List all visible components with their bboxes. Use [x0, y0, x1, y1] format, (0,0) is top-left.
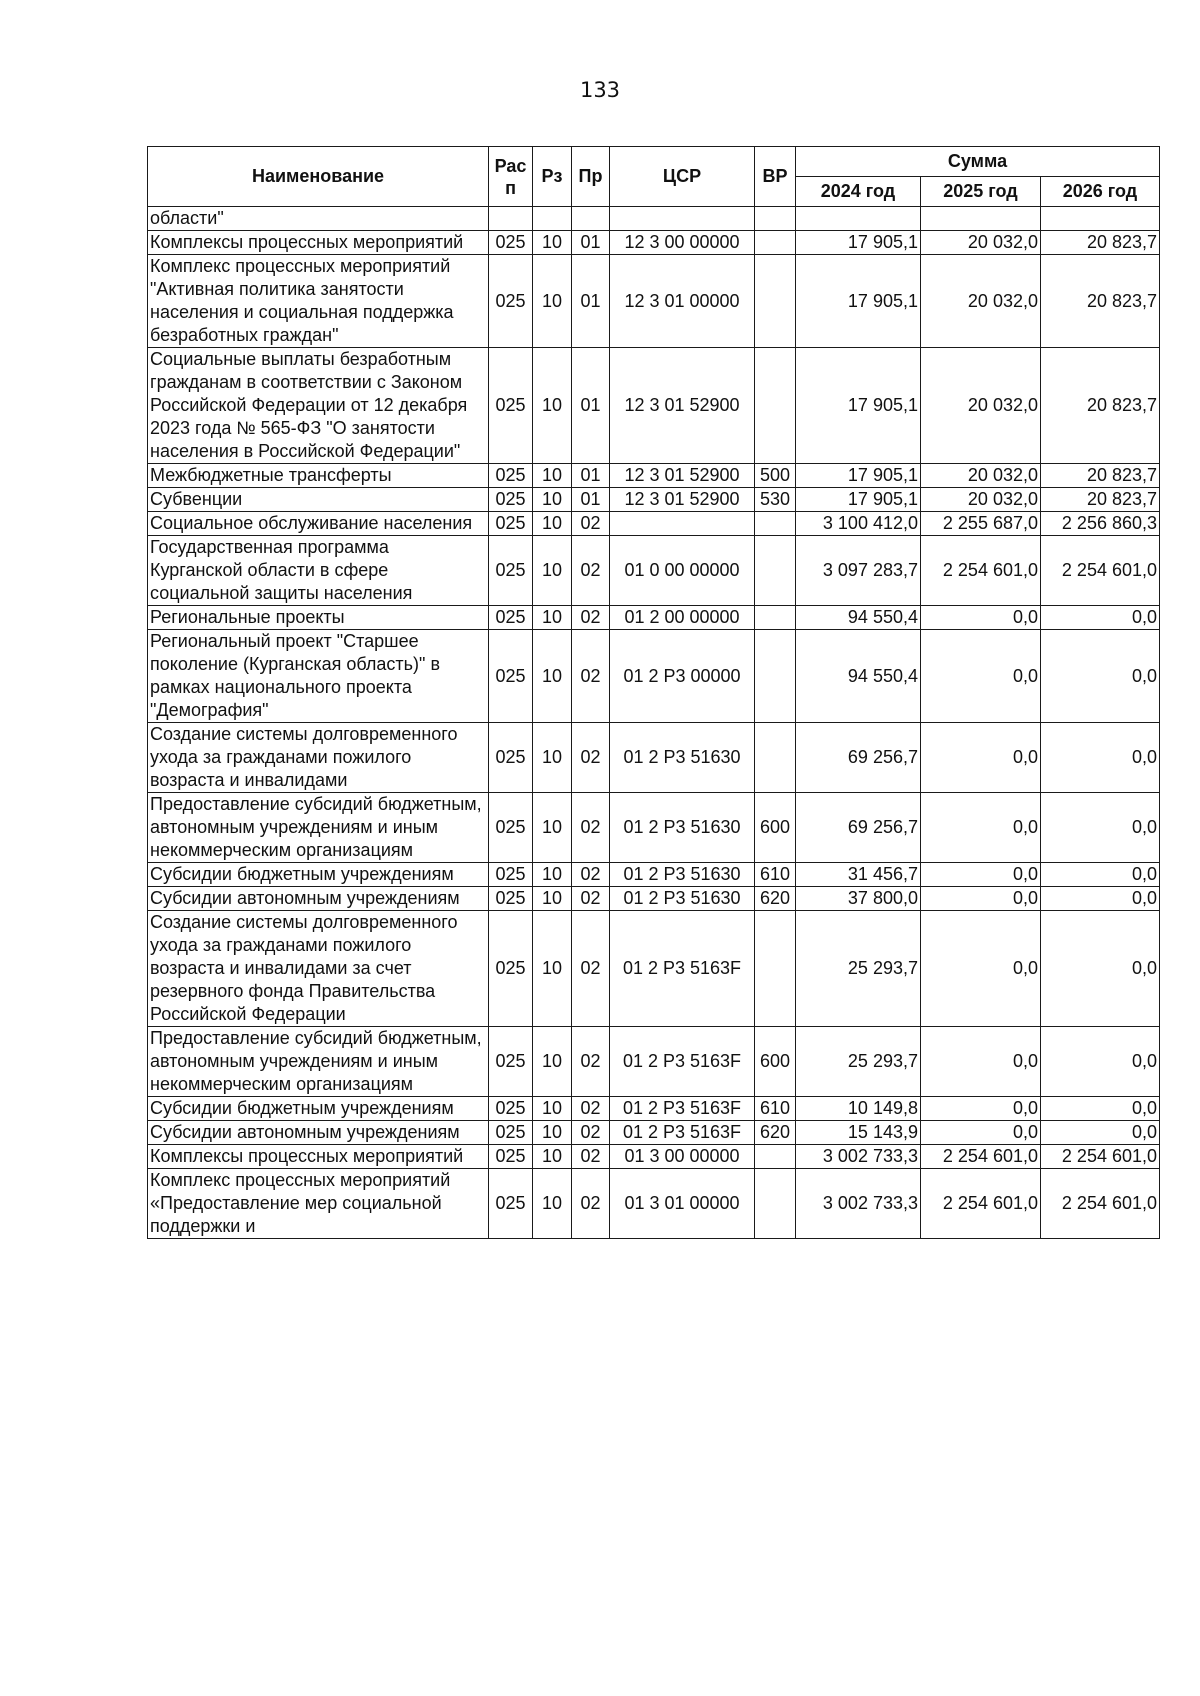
- row-csr: 01 2 Р3 5163F: [610, 1097, 755, 1121]
- row-name: Создание системы долговременного ухода за гражданами пожилого возраста и инвалидами: [148, 723, 489, 793]
- table-row: [148, 723, 1160, 793]
- row-name: Субсидии автономным учреждениям: [148, 1121, 489, 1145]
- row-sum-2024: 3 002 733,3: [796, 1145, 921, 1169]
- row-sum-2024: 17 905,1: [796, 231, 921, 255]
- row-rz: 10: [533, 512, 572, 536]
- header-rasp: [489, 147, 533, 207]
- row-csr: 01 2 Р3 51630: [610, 887, 755, 911]
- table-row: [148, 488, 1160, 512]
- row-name: Межбюджетные трансферты: [148, 464, 489, 488]
- row-sum-2025: 0,0: [921, 793, 1041, 863]
- row-pr: 02: [572, 606, 610, 630]
- row-vr: [755, 348, 796, 464]
- table-header: [148, 147, 1160, 207]
- row-name: Субвенции: [148, 488, 489, 512]
- header-rasp-line1: Рас: [494, 155, 527, 176]
- header-vr: ВР: [755, 147, 796, 207]
- row-pr: 01: [572, 348, 610, 464]
- row-csr: 01 3 01 00000: [610, 1169, 755, 1239]
- table-row: [148, 911, 1160, 1027]
- row-rz: 10: [533, 606, 572, 630]
- row-name: Предоставление субсидий бюджетным, автономным учреждениям и иным некоммерческим организациям: [148, 1027, 489, 1097]
- row-rz: 10: [533, 863, 572, 887]
- row-rz: 10: [533, 1145, 572, 1169]
- row-rz: [533, 207, 572, 231]
- row-sum-2024: 69 256,7: [796, 723, 921, 793]
- row-rasp: 025: [489, 1145, 533, 1169]
- header-rz: Рз: [533, 147, 572, 207]
- header-year-2024: 2024 год: [796, 177, 921, 207]
- table-row: [148, 1097, 1160, 1121]
- header-rasp-line2: п: [505, 177, 516, 198]
- row-sum-2024: 17 905,1: [796, 255, 921, 348]
- row-sum-2025: 2 255 687,0: [921, 512, 1041, 536]
- row-vr: [755, 1145, 796, 1169]
- row-sum-2024: 10 149,8: [796, 1097, 921, 1121]
- row-pr: 02: [572, 630, 610, 723]
- row-rz: 10: [533, 348, 572, 464]
- table-row: [148, 606, 1160, 630]
- table-row: [148, 1121, 1160, 1145]
- header-summa: Сумма: [796, 147, 1160, 177]
- table-row: [148, 536, 1160, 606]
- row-sum-2025: 0,0: [921, 863, 1041, 887]
- row-pr: 02: [572, 793, 610, 863]
- table-row: [148, 255, 1160, 348]
- table-row: [148, 1169, 1160, 1239]
- row-vr: [755, 512, 796, 536]
- table-row: [148, 793, 1160, 863]
- row-vr: [755, 630, 796, 723]
- row-sum-2025: 0,0: [921, 630, 1041, 723]
- row-sum-2026: 0,0: [1041, 1027, 1160, 1097]
- row-rz: 10: [533, 488, 572, 512]
- row-name: Социальные выплаты безработным гражданам в соответствии с Законом Российской Федерации от 12 декабря 2023 года № 565-ФЗ "О занятости населения в Российской Федерации": [148, 348, 489, 464]
- row-vr: 600: [755, 1027, 796, 1097]
- row-csr: 01 3 00 00000: [610, 1145, 755, 1169]
- row-rasp: 025: [489, 630, 533, 723]
- row-sum-2025: 20 032,0: [921, 348, 1041, 464]
- row-csr: 12 3 01 52900: [610, 488, 755, 512]
- row-sum-2024: 37 800,0: [796, 887, 921, 911]
- row-name: Создание системы долговременного ухода за гражданами пожилого возраста и инвалидами за счет резервного фонда Правительства Российской Федерации: [148, 911, 489, 1027]
- row-sum-2024: 31 456,7: [796, 863, 921, 887]
- row-pr: 02: [572, 536, 610, 606]
- row-sum-2025: 2 254 601,0: [921, 536, 1041, 606]
- row-pr: 01: [572, 464, 610, 488]
- row-pr: 01: [572, 231, 610, 255]
- row-pr: 01: [572, 255, 610, 348]
- row-sum-2025: 0,0: [921, 911, 1041, 1027]
- table-body: [148, 207, 1160, 1239]
- row-pr: 02: [572, 863, 610, 887]
- row-sum-2024: [796, 207, 921, 231]
- row-sum-2026: [1041, 207, 1160, 231]
- row-csr: 12 3 01 00000: [610, 255, 755, 348]
- row-sum-2024: 25 293,7: [796, 1027, 921, 1097]
- row-vr: 600: [755, 793, 796, 863]
- row-name: Субсидии автономным учреждениям: [148, 887, 489, 911]
- row-name: Региональный проект "Старшее поколение (Курганская область)" в рамках национального проекта "Демография": [148, 630, 489, 723]
- row-rasp: 025: [489, 606, 533, 630]
- row-vr: 500: [755, 464, 796, 488]
- row-sum-2024: 3 100 412,0: [796, 512, 921, 536]
- header-pr: Пр: [572, 147, 610, 207]
- row-csr: 01 2 00 00000: [610, 606, 755, 630]
- row-vr: [755, 723, 796, 793]
- row-csr: [610, 207, 755, 231]
- row-rasp: 025: [489, 723, 533, 793]
- row-csr: 01 2 Р3 5163F: [610, 1027, 755, 1097]
- row-rz: 10: [533, 255, 572, 348]
- row-name: Субсидии бюджетным учреждениям: [148, 1097, 489, 1121]
- row-sum-2024: 3 002 733,3: [796, 1169, 921, 1239]
- header-name: Наименование: [148, 147, 489, 207]
- row-sum-2025: 0,0: [921, 606, 1041, 630]
- table-row: [148, 231, 1160, 255]
- row-sum-2025: 2 254 601,0: [921, 1145, 1041, 1169]
- row-pr: 02: [572, 512, 610, 536]
- row-name: Предоставление субсидий бюджетным, автономным учреждениям и иным некоммерческим организациям: [148, 793, 489, 863]
- row-sum-2025: 20 032,0: [921, 255, 1041, 348]
- row-sum-2026: 2 256 860,3: [1041, 512, 1160, 536]
- row-sum-2026: 2 254 601,0: [1041, 536, 1160, 606]
- row-sum-2024: 3 097 283,7: [796, 536, 921, 606]
- row-sum-2025: [921, 207, 1041, 231]
- row-rz: 10: [533, 1027, 572, 1097]
- row-rz: 10: [533, 630, 572, 723]
- row-sum-2025: 0,0: [921, 1121, 1041, 1145]
- row-rasp: 025: [489, 793, 533, 863]
- row-rasp: 025: [489, 911, 533, 1027]
- row-sum-2026: 0,0: [1041, 793, 1160, 863]
- row-name: области": [148, 207, 489, 231]
- row-csr: 01 2 Р3 51630: [610, 723, 755, 793]
- row-vr: [755, 231, 796, 255]
- row-sum-2024: 17 905,1: [796, 488, 921, 512]
- row-rz: 10: [533, 1097, 572, 1121]
- page-number: 133: [579, 78, 621, 102]
- row-rz: 10: [533, 793, 572, 863]
- row-sum-2026: 0,0: [1041, 887, 1160, 911]
- row-sum-2026: 20 823,7: [1041, 488, 1160, 512]
- row-csr: 01 2 Р3 00000: [610, 630, 755, 723]
- row-pr: 02: [572, 887, 610, 911]
- row-pr: 01: [572, 488, 610, 512]
- row-sum-2026: 0,0: [1041, 1121, 1160, 1145]
- row-csr: 01 2 Р3 51630: [610, 863, 755, 887]
- row-sum-2026: 0,0: [1041, 863, 1160, 887]
- row-sum-2026: 20 823,7: [1041, 255, 1160, 348]
- row-pr: 02: [572, 911, 610, 1027]
- row-pr: 02: [572, 1027, 610, 1097]
- row-rasp: 025: [489, 464, 533, 488]
- row-sum-2025: 20 032,0: [921, 231, 1041, 255]
- row-name: Субсидии бюджетным учреждениям: [148, 863, 489, 887]
- row-csr: 12 3 01 52900: [610, 464, 755, 488]
- header-csr: ЦСР: [610, 147, 755, 207]
- row-sum-2026: 0,0: [1041, 606, 1160, 630]
- row-name: Региональные проекты: [148, 606, 489, 630]
- row-vr: [755, 207, 796, 231]
- row-sum-2026: 20 823,7: [1041, 464, 1160, 488]
- row-pr: [572, 207, 610, 231]
- row-rasp: 025: [489, 1027, 533, 1097]
- row-rasp: 025: [489, 1121, 533, 1145]
- row-sum-2024: 25 293,7: [796, 911, 921, 1027]
- row-csr: 12 3 00 00000: [610, 231, 755, 255]
- row-name: Социальное обслуживание населения: [148, 512, 489, 536]
- row-rasp: 025: [489, 536, 533, 606]
- row-vr: 620: [755, 887, 796, 911]
- row-csr: 01 2 Р3 5163F: [610, 911, 755, 1027]
- row-vr: [755, 911, 796, 1027]
- row-name: Государственная программа Курганской области в сфере социальной защиты населения: [148, 536, 489, 606]
- row-rasp: 025: [489, 488, 533, 512]
- header-year-2025: 2025 год: [921, 177, 1041, 207]
- row-sum-2026: 20 823,7: [1041, 348, 1160, 464]
- row-rasp: 025: [489, 863, 533, 887]
- row-vr: [755, 1169, 796, 1239]
- row-rasp: 025: [489, 512, 533, 536]
- row-csr: [610, 512, 755, 536]
- row-rz: 10: [533, 911, 572, 1027]
- row-rz: 10: [533, 1169, 572, 1239]
- row-vr: 620: [755, 1121, 796, 1145]
- row-csr: 01 2 Р3 5163F: [610, 1121, 755, 1145]
- row-sum-2025: 0,0: [921, 887, 1041, 911]
- row-sum-2024: 94 550,4: [796, 630, 921, 723]
- row-sum-2024: 94 550,4: [796, 606, 921, 630]
- table-row: [148, 630, 1160, 723]
- row-name: Комплексы процессных мероприятий: [148, 231, 489, 255]
- row-pr: 02: [572, 723, 610, 793]
- row-sum-2025: 0,0: [921, 723, 1041, 793]
- table-row: [148, 348, 1160, 464]
- row-rz: 10: [533, 1121, 572, 1145]
- row-rasp: [489, 207, 533, 231]
- row-sum-2024: 17 905,1: [796, 464, 921, 488]
- row-name: Комплекс процессных мероприятий "Активная политика занятости населения и социальная поддержка безработных граждан": [148, 255, 489, 348]
- row-rz: 10: [533, 536, 572, 606]
- row-vr: 610: [755, 863, 796, 887]
- table-row: [148, 1027, 1160, 1097]
- row-rz: 10: [533, 723, 572, 793]
- row-rz: 10: [533, 231, 572, 255]
- row-sum-2024: 17 905,1: [796, 348, 921, 464]
- row-sum-2026: 0,0: [1041, 630, 1160, 723]
- budget-table: [147, 146, 1160, 1239]
- row-vr: 530: [755, 488, 796, 512]
- row-pr: 02: [572, 1145, 610, 1169]
- row-vr: [755, 536, 796, 606]
- row-rasp: 025: [489, 887, 533, 911]
- row-rasp: 025: [489, 255, 533, 348]
- row-sum-2026: 2 254 601,0: [1041, 1169, 1160, 1239]
- row-sum-2025: 20 032,0: [921, 464, 1041, 488]
- row-csr: 12 3 01 52900: [610, 348, 755, 464]
- row-vr: [755, 255, 796, 348]
- row-sum-2024: 69 256,7: [796, 793, 921, 863]
- row-vr: 610: [755, 1097, 796, 1121]
- row-name: Комплексы процессных мероприятий: [148, 1145, 489, 1169]
- row-sum-2026: 2 254 601,0: [1041, 1145, 1160, 1169]
- row-sum-2026: 0,0: [1041, 1097, 1160, 1121]
- table-row: [148, 464, 1160, 488]
- table-row: [148, 207, 1160, 231]
- table-row: [148, 887, 1160, 911]
- row-csr: 01 0 00 00000: [610, 536, 755, 606]
- row-sum-2025: 0,0: [921, 1027, 1041, 1097]
- row-sum-2026: 0,0: [1041, 723, 1160, 793]
- row-sum-2024: 15 143,9: [796, 1121, 921, 1145]
- table-row: [148, 512, 1160, 536]
- row-rasp: 025: [489, 348, 533, 464]
- row-rz: 10: [533, 887, 572, 911]
- row-name: Комплекс процессных мероприятий «Предоставление мер социальной поддержки и: [148, 1169, 489, 1239]
- row-sum-2026: 20 823,7: [1041, 231, 1160, 255]
- row-pr: 02: [572, 1121, 610, 1145]
- row-rasp: 025: [489, 1097, 533, 1121]
- row-rasp: 025: [489, 1169, 533, 1239]
- table-row: [148, 863, 1160, 887]
- row-sum-2025: 0,0: [921, 1097, 1041, 1121]
- row-csr: 01 2 Р3 51630: [610, 793, 755, 863]
- row-rz: 10: [533, 464, 572, 488]
- table-row: [148, 1145, 1160, 1169]
- row-sum-2025: 20 032,0: [921, 488, 1041, 512]
- row-vr: [755, 606, 796, 630]
- header-year-2026: 2026 год: [1041, 177, 1160, 207]
- row-sum-2025: 2 254 601,0: [921, 1169, 1041, 1239]
- row-pr: 02: [572, 1097, 610, 1121]
- row-rasp: 025: [489, 231, 533, 255]
- row-sum-2026: 0,0: [1041, 911, 1160, 1027]
- row-pr: 02: [572, 1169, 610, 1239]
